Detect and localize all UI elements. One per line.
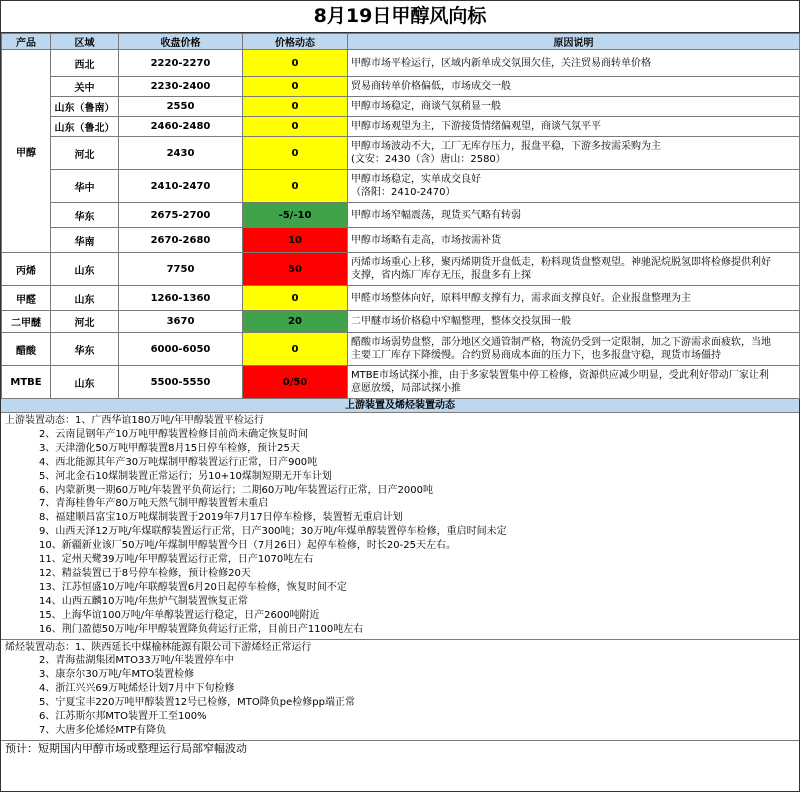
upstream-item-text: 10、新疆新业该厂50万吨/年煤制甲醇装置今日（7月26日）起停车检修，时长20-25天左右。: [39, 540, 456, 552]
table-row: [2, 203, 800, 228]
product-cell: 甲醇: [2, 50, 51, 253]
upstream-item-text: 11、定州天鹭39万吨/年甲醇装置运行正常，日产1070吨左右: [39, 554, 314, 566]
price-cell: 2675-2700: [119, 203, 243, 228]
upstream-item-text: 5、河北金石10煤制装置正常运行；另10+10煤制短期无开车计划: [39, 470, 332, 482]
price-cell: 6000-6050: [119, 333, 243, 366]
reason-cell: [348, 137, 800, 170]
reason-line: 甲醇市场窄幅震荡，现货买气略有转弱: [351, 209, 521, 221]
table-row: [2, 286, 800, 311]
region-cell: 山东: [51, 366, 119, 399]
upstream-item: [5, 428, 795, 442]
upstream-item: [5, 484, 795, 498]
region-cell: 河北: [51, 137, 119, 170]
table-row: [2, 253, 800, 286]
upstream-item-text: 14、山西五麟10万吨/年焦炉气制装置恢复正常: [39, 595, 248, 607]
reason-cell: [348, 286, 800, 311]
upstream-item: [5, 470, 795, 484]
reason-cell: [348, 117, 800, 137]
reason-line: 意愿放缓，局部试探小推: [351, 383, 461, 394]
trend-cell: 0/50: [243, 366, 348, 399]
header-trend: 价格动态: [243, 34, 348, 50]
upstream-item-text: 13、江苏恒盛10万吨/年联醇装置6月20日起停车检修，恢复时间不定: [39, 581, 347, 593]
upstream-item-text: 12、精益装置已于8号停车检修，预计检修20天: [39, 567, 251, 579]
upstream-item: [5, 497, 795, 511]
section-title: 上游装置及烯烃装置动态: [1, 399, 799, 413]
trend-cell: 0: [243, 137, 348, 170]
reason-line: 甲醇市场平检运行，区域内新单成交氛围欠佳，关注贸易商转单价格: [351, 57, 651, 69]
olefin-block: [1, 640, 799, 741]
reason-cell: [348, 170, 800, 203]
reason-line: 醋酸市场弱势盘整，部分地区交通管制严格，物流仍受到一定限制，加之下游需求面疲软，当地: [351, 337, 771, 348]
product-cell: 甲醛: [2, 286, 51, 311]
table-row: [2, 311, 800, 333]
region-cell: 河北: [51, 311, 119, 333]
header-region: 区域: [51, 34, 119, 50]
reason-cell: [348, 203, 800, 228]
olefin-item: [5, 724, 795, 738]
reason-line: 甲醇市场稳定，商谈气氛稍显一般: [351, 101, 501, 112]
reason-cell: [348, 253, 800, 286]
upstream-item-text: 9、山西天泽12万吨/年煤联醇装置运行正常，日产300吨；30万吨/年煤单醇装置停车检修，重启时间未定: [39, 526, 507, 538]
table-body: [2, 50, 800, 399]
price-cell: 2430: [119, 137, 243, 170]
upstream-label: 上游装置动态：: [5, 415, 75, 426]
reason-line: 甲醇市场观望为主，下游接货情绪偏观望，商谈气氛平平: [351, 121, 601, 132]
upstream-item-text: 3、天津渤化50万吨甲醇装置8月15日停车检修，预计25天: [39, 442, 300, 454]
price-cell: 3670: [119, 311, 243, 333]
upstream-item: [5, 595, 795, 609]
region-cell: 华南: [51, 228, 119, 253]
trend-cell: 0: [243, 286, 348, 311]
olefin-label: 烯烃装置动态：: [5, 641, 75, 653]
trend-cell: 10: [243, 228, 348, 253]
upstream-item: [5, 581, 795, 595]
product-cell: 丙烯: [2, 253, 51, 286]
trend-cell: 0: [243, 97, 348, 117]
table-row: [2, 117, 800, 137]
upstream-item-text: 8、福建顺昌富宝10万吨煤制装置于2019年7月17日停车检修，装置暂无重启计划: [39, 512, 403, 524]
reason-line: 甲醛市场整体向好，原料甲醇支撑有力，需求面支撑良好。企业报盘整理为主: [351, 292, 691, 304]
trend-cell: 0: [243, 117, 348, 137]
forecast-text: 预计：短期国内甲醇市场或整理运行局部窄幅波动: [5, 741, 247, 755]
reason-line: 甲醇市场波动不大，工厂无库存压力，报盘平稳，下游多按需采购为主: [351, 141, 661, 152]
upstream-item-text: 4、西北能源其年产30万吨煤制甲醇装置运行正常，日产900吨: [39, 456, 318, 468]
olefin-item: [5, 696, 795, 710]
region-cell: 山东: [51, 286, 119, 311]
reason-cell: [348, 97, 800, 117]
region-cell: 华中: [51, 170, 119, 203]
reason-cell: [348, 333, 800, 366]
region-cell: 华东: [51, 333, 119, 366]
upstream-block: [1, 413, 799, 640]
product-cell: 醋酸: [2, 333, 51, 366]
price-cell: 2550: [119, 97, 243, 117]
upstream-item: [5, 553, 795, 567]
reason-cell: [348, 77, 800, 97]
price-cell: 2220-2270: [119, 50, 243, 77]
reason-cell: [348, 311, 800, 333]
olefin-item-text: 2、青海盐湖集团MTO33万吨/年装置停车中: [39, 655, 235, 667]
table-row: [2, 228, 800, 253]
region-cell: 山东: [51, 253, 119, 286]
header-product: 产品: [2, 34, 51, 50]
region-cell: 关中: [51, 77, 119, 97]
upstream-item: [5, 525, 795, 539]
olefin-item: [5, 668, 795, 682]
trend-cell: 0: [243, 77, 348, 97]
price-cell: 2460-2480: [119, 117, 243, 137]
product-cell: MTBE: [2, 366, 51, 399]
upstream-item-text: 16、荆门盈德50万吨/年甲醇装置降负荷运行正常，目前日产1100吨左右: [39, 623, 364, 635]
reason-line: 主要工厂库存下降缓慢。合约贸易商成本面的压力下，也多报盘守稳，现货市场僵持: [351, 350, 721, 361]
upstream-item: [5, 456, 795, 470]
region-cell: 山东（鲁北）: [51, 117, 119, 137]
reason-cell: [348, 366, 800, 399]
product-cell: 二甲醚: [2, 311, 51, 333]
upstream-item-text: 1、广西华谊180万吨/年甲醇装置平检运行: [75, 415, 264, 426]
price-table: [1, 33, 800, 399]
upstream-item: [5, 609, 795, 623]
table-header-row: [2, 34, 800, 50]
trend-cell: 0: [243, 170, 348, 203]
reason-cell: [348, 50, 800, 77]
olefin-item: [5, 641, 795, 655]
upstream-item-text: 2、云南昆钢年产10万吨甲醇装置检修目前尚未确定恢复时间: [39, 428, 309, 440]
region-cell: 山东（鲁南）: [51, 97, 119, 117]
upstream-item: [5, 414, 795, 428]
price-cell: 2410-2470: [119, 170, 243, 203]
upstream-item-text: 7、青海桂鲁年产80万吨天然气制甲醇装置暂未重启: [39, 498, 269, 510]
price-cell: 2670-2680: [119, 228, 243, 253]
olefin-item: [5, 682, 795, 696]
header-reason: 原因说明: [348, 34, 800, 50]
reason-cell: [348, 228, 800, 253]
upstream-item: [5, 623, 795, 637]
reason-line: (文安：2430（含）唐山：2580）: [351, 154, 506, 165]
olefin-item-text: 1、陕西延长中煤榆林能源有限公司下游烯烃正常运行: [75, 641, 312, 653]
olefin-item-text: 3、康奈尔30万吨/年MTO装置检修: [39, 669, 195, 681]
trend-cell: 20: [243, 311, 348, 333]
reason-line: （洛阳：2410-2470）: [351, 187, 456, 198]
trend-cell: -5/-10: [243, 203, 348, 228]
upstream-item-text: 6、内蒙新奥一期60万吨/年装置平负荷运行；二期60万吨/年装置运行正常，日产2000吨: [39, 484, 433, 496]
trend-cell: 50: [243, 253, 348, 286]
reason-line: 贸易商转单价格偏低，市场成交一般: [351, 81, 511, 92]
reason-line: 甲醇市场略有走高，市场按需补货: [351, 234, 501, 246]
upstream-item-text: 15、上海华谊100万吨/年单醇装置运行稳定，日产2600吨附近: [39, 609, 320, 621]
report-title: 8月19日甲醇风向标: [1, 1, 799, 33]
upstream-item: [5, 567, 795, 581]
region-cell: 华东: [51, 203, 119, 228]
table-row: [2, 333, 800, 366]
table-row: [2, 97, 800, 117]
region-cell: 西北: [51, 50, 119, 77]
reason-line: 丙烯市场重心上移，聚丙烯期货开盘低走，粉料现货盘整观望。神驰泥烷脱氢即将检修提供利好: [351, 257, 771, 268]
olefin-item: [5, 654, 795, 668]
reason-line: 二甲醚市场价格稳中窄幅整理，整体交投氛围一般: [351, 316, 571, 327]
olefin-item-text: 5、宁夏宝丰220万吨甲醇装置12号已检修，MTO降负pe检修pp端正常: [39, 697, 355, 709]
price-cell: 2230-2400: [119, 77, 243, 97]
reason-line: MTBE市场试探小推，由于多家装置集中停工检修，资源供应减少明显，受此利好带动厂家让利: [351, 370, 769, 381]
table-row: [2, 77, 800, 97]
upstream-item: [5, 511, 795, 525]
olefin-list: [5, 641, 795, 738]
header-price: 收盘价格: [119, 34, 243, 50]
upstream-list: [5, 414, 795, 637]
table-row: [2, 170, 800, 203]
table-row: [2, 137, 800, 170]
upstream-item: [5, 442, 795, 456]
price-cell: 7750: [119, 253, 243, 286]
table-row: [2, 50, 800, 77]
trend-cell: 0: [243, 333, 348, 366]
table-row: [2, 366, 800, 399]
olefin-item: [5, 710, 795, 724]
upstream-item: [5, 539, 795, 553]
olefin-item-text: 7、大唐多伦烯烃MTP有降负: [39, 724, 167, 736]
price-cell: 5500-5550: [119, 366, 243, 399]
reason-line: 支撑，省内炼厂库存无压，报盘多有上探: [351, 270, 531, 281]
reason-line: 甲醇市场稳定，实单成交良好: [351, 174, 481, 185]
olefin-item-text: 6、江苏斯尔邦MTO装置开工至100%: [39, 711, 207, 723]
trend-cell: 0: [243, 50, 348, 77]
olefin-item-text: 4、浙江兴兴69万吨烯烃计划7月中下旬检修: [39, 683, 235, 695]
price-cell: 1260-1360: [119, 286, 243, 311]
